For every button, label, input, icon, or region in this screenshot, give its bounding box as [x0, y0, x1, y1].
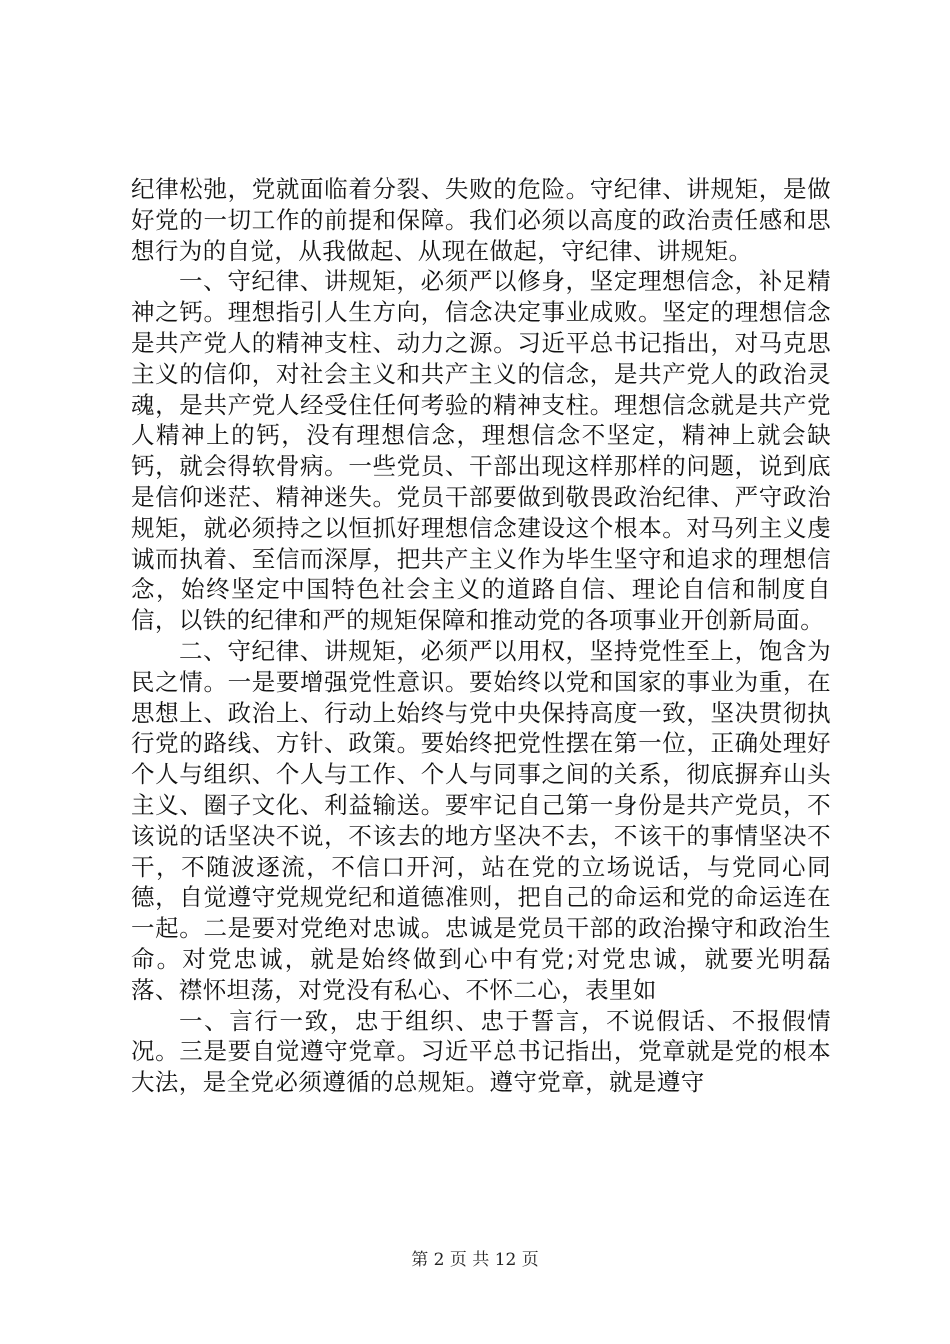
paragraph-1: 纪律松弛，党就面临着分裂、失败的危险。守纪律、讲规矩，是做好党的一切工作的前提和保障。我们必须以高度的政治责任感和思想行为的自觉，从我做起、从现在做起，守纪律、讲规矩。	[131, 175, 831, 265]
paragraph-3: 二、守纪律、讲规矩，必须严以用权，坚持党性至上，饱含为民之情。一是要增强党性意识。要始终以党和国家的事业为重，在思想上、政治上、行动上始终与党中央保持高度一致，坚决贯彻执行党的路线、方针、政策。要始终把党性摆在第一位，正确处理好个人与组织、个人与工作、个人与同事之间的关系，彻底摒弃山头主义、圈子文化、利益输送。要牢记自己第一身份是共产党员，不该说的话坚决不说，不该去的地方坚决不去，不该干的事情坚决不干，不随波逐流，不信口开河，站在党的立场说话，与党同心同德，自觉遵守党规党纪和道德准则，把自己的命运和党的命运连在一起。二是要对党绝对忠诚。忠诚是党员干部的政治操守和政治生命。对党忠诚，就是始终做到心中有党;对党忠诚，就要光明磊落、襟怀坦荡，对党没有私心、不怀二心，表里如	[131, 636, 831, 1004]
paragraph-2: 一、守纪律、讲规矩，必须严以修身，坚定理想信念，补足精神之钙。理想指引人生方向，信念决定事业成败。坚定的理想信念是共产党人的精神支柱、动力之源。习近平总书记指出，对马克思主义的信仰，对社会主义和共产主义的信念，是共产党人的政治灵魂，是共产党人经受住任何考验的精神支柱。理想信念就是共产党人精神上的钙，没有理想信念，理想信念不坚定，精神上就会缺钙，就会得软骨病。一些党员、干部出现这样那样的问题，说到底是信仰迷茫、精神迷失。党员干部要做到敬畏政治纪律、严守政治规矩，就必须持之以恒抓好理想信念建设这个根本。对马列主义虔诚而执着、至信而深厚，把共产主义作为毕生坚守和追求的理想信念，始终坚定中国特色社会主义的道路自信、理论自信和制度自信，以铁的纪律和严的规矩保障和推动党的各项事业开创新局面。	[131, 267, 831, 635]
page-number-footer: 第 2 页 共 12 页	[411, 1250, 539, 1270]
document-body	[131, 174, 831, 1098]
paragraph-4: 一、言行一致，忠于组织、忠于誓言，不说假话、不报假情况。三是要自觉遵守党章。习近平总书记指出，党章就是党的根本大法，是全党必须遵循的总规矩。遵守党章，就是遵守	[131, 1006, 831, 1097]
